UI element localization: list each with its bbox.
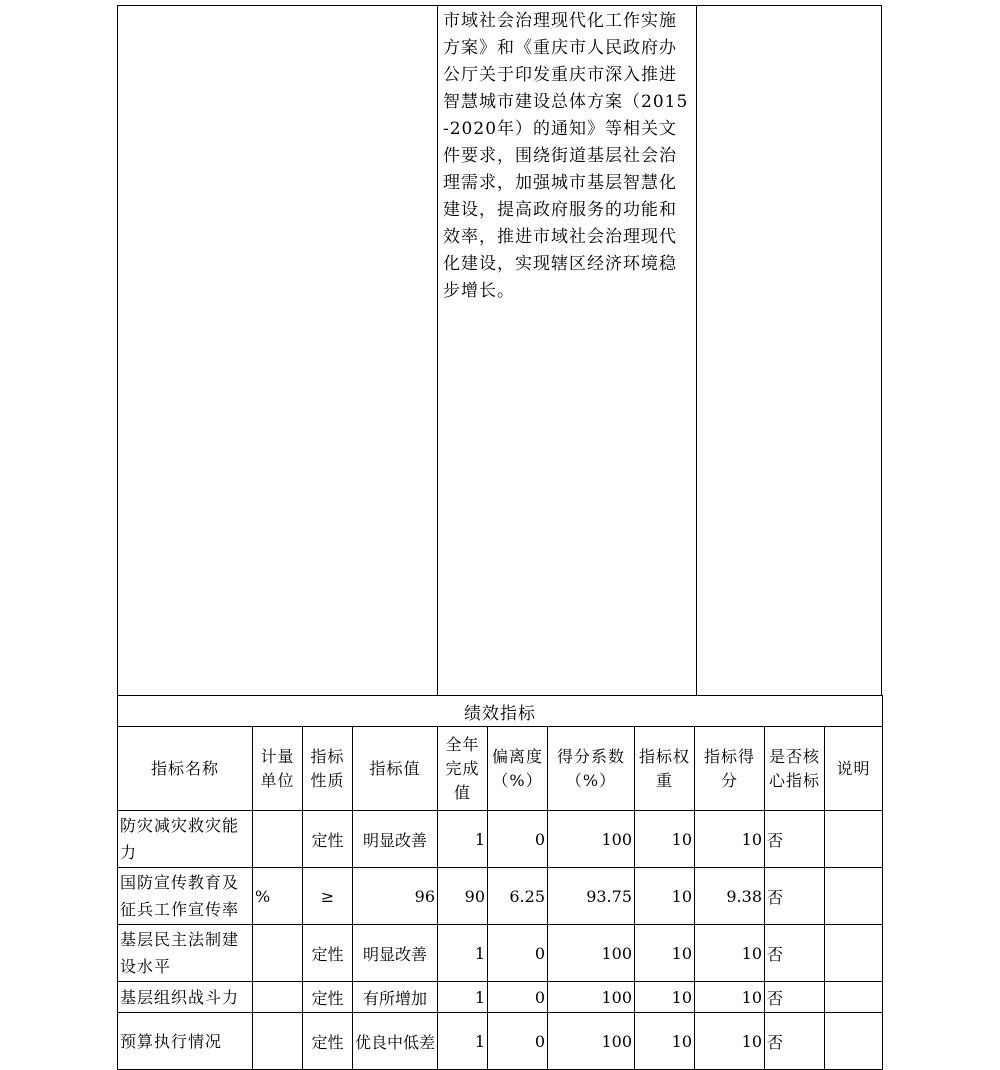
section-title: 绩效指标 bbox=[118, 696, 883, 727]
cell-deviation: 0 bbox=[488, 811, 548, 868]
cell-weight: 10 bbox=[635, 1013, 695, 1070]
header-nature: 指标性质 bbox=[303, 727, 353, 811]
objective-description-text: 市域社会治理现代化工作实施方案》和《重庆市人民政府办公厅关于印发重庆市深入推进智慧城市建设总体方案（2015-2020年）的通知》等相关文件要求，围绕街道基层社会治理需求，加强城市基层智慧化建设，提高政府服务的功能和效率，推进市域社会治理现代化建设，实现辖区经济环境稳步增长。 bbox=[443, 11, 689, 301]
cell-unit bbox=[253, 982, 303, 1013]
cell-nature: 定性 bbox=[303, 1013, 353, 1070]
cell-unit bbox=[253, 811, 303, 868]
table-row bbox=[118, 925, 883, 982]
cell-score: 9.38 bbox=[695, 868, 765, 925]
table-row bbox=[118, 868, 883, 925]
cell-weight: 10 bbox=[635, 982, 695, 1013]
cell-actual-value: 1 bbox=[438, 982, 488, 1013]
header-core-indicator: 是否核心指标 bbox=[765, 727, 825, 811]
cell-target-value: 有所增加 bbox=[353, 982, 438, 1013]
cell-score-coefficient: 100 bbox=[548, 925, 635, 982]
cell-core-indicator: 否 bbox=[765, 1013, 825, 1070]
table-row bbox=[118, 1013, 883, 1070]
cell-note bbox=[825, 811, 883, 868]
cell-actual-value: 1 bbox=[438, 925, 488, 982]
header-weight: 指标权重 bbox=[635, 727, 695, 811]
cell-nature: 定性 bbox=[303, 925, 353, 982]
cell-actual-value: 1 bbox=[438, 811, 488, 868]
cell-score-coefficient: 100 bbox=[548, 982, 635, 1013]
header-deviation: 偏离度（%） bbox=[488, 727, 548, 811]
cell-nature: 定性 bbox=[303, 982, 353, 1013]
cell-note bbox=[825, 1013, 883, 1070]
cell-core-indicator: 否 bbox=[765, 811, 825, 868]
performance-indicator-table bbox=[117, 695, 883, 1070]
cell-weight: 10 bbox=[635, 868, 695, 925]
cell-target-value: 明显改善 bbox=[353, 811, 438, 868]
cell-nature: ≥ bbox=[303, 868, 353, 925]
table-row bbox=[118, 811, 883, 868]
cell-deviation: 0 bbox=[488, 982, 548, 1013]
cell-core-indicator: 否 bbox=[765, 982, 825, 1013]
cell-target-value: 明显改善 bbox=[353, 925, 438, 982]
cell-score-coefficient: 93.75 bbox=[548, 868, 635, 925]
cell-unit bbox=[253, 925, 303, 982]
header-score: 指标得分 bbox=[695, 727, 765, 811]
cell-score-coefficient: 100 bbox=[548, 811, 635, 868]
cell-score: 10 bbox=[695, 982, 765, 1013]
cell-weight: 10 bbox=[635, 811, 695, 868]
cell-note bbox=[825, 925, 883, 982]
header-note: 说明 bbox=[825, 727, 883, 811]
cell-deviation: 0 bbox=[488, 925, 548, 982]
cell-indicator-name: 预算执行情况 bbox=[118, 1013, 253, 1070]
header-indicator-name: 指标名称 bbox=[118, 727, 253, 811]
cell-actual-value: 90 bbox=[438, 868, 488, 925]
header-row bbox=[118, 727, 883, 811]
cell-nature: 定性 bbox=[303, 811, 353, 868]
cell-target-value: 优良中低差 bbox=[353, 1013, 438, 1070]
cell-indicator-name: 国防宣传教育及征兵工作宣传率 bbox=[118, 868, 253, 925]
cell-score: 10 bbox=[695, 811, 765, 868]
section-title-row bbox=[118, 696, 883, 727]
column-divider bbox=[696, 6, 697, 695]
cell-note bbox=[825, 868, 883, 925]
cell-target-value: 96 bbox=[353, 868, 438, 925]
cell-deviation: 0 bbox=[488, 1013, 548, 1070]
cell-unit bbox=[253, 1013, 303, 1070]
header-target-value: 指标值 bbox=[353, 727, 438, 811]
cell-indicator-name: 基层民主法制建设水平 bbox=[118, 925, 253, 982]
cell-score: 10 bbox=[695, 925, 765, 982]
cell-actual-value: 1 bbox=[438, 1013, 488, 1070]
header-unit: 计量单位 bbox=[253, 727, 303, 811]
cell-core-indicator: 否 bbox=[765, 925, 825, 982]
cell-score: 10 bbox=[695, 1013, 765, 1070]
cell-indicator-name: 基层组织战斗力 bbox=[118, 982, 253, 1013]
cell-weight: 10 bbox=[635, 925, 695, 982]
table-row bbox=[118, 982, 883, 1013]
cell-core-indicator: 否 bbox=[765, 868, 825, 925]
cell-indicator-name: 防灾减灾救灾能力 bbox=[118, 811, 253, 868]
header-score-coefficient: 得分系数（%） bbox=[548, 727, 635, 811]
cell-score-coefficient: 100 bbox=[548, 1013, 635, 1070]
cell-note bbox=[825, 982, 883, 1013]
cell-deviation: 6.25 bbox=[488, 868, 548, 925]
column-divider bbox=[437, 6, 438, 695]
header-actual-value: 全年完成值 bbox=[438, 727, 488, 811]
cell-unit: % bbox=[253, 868, 303, 925]
